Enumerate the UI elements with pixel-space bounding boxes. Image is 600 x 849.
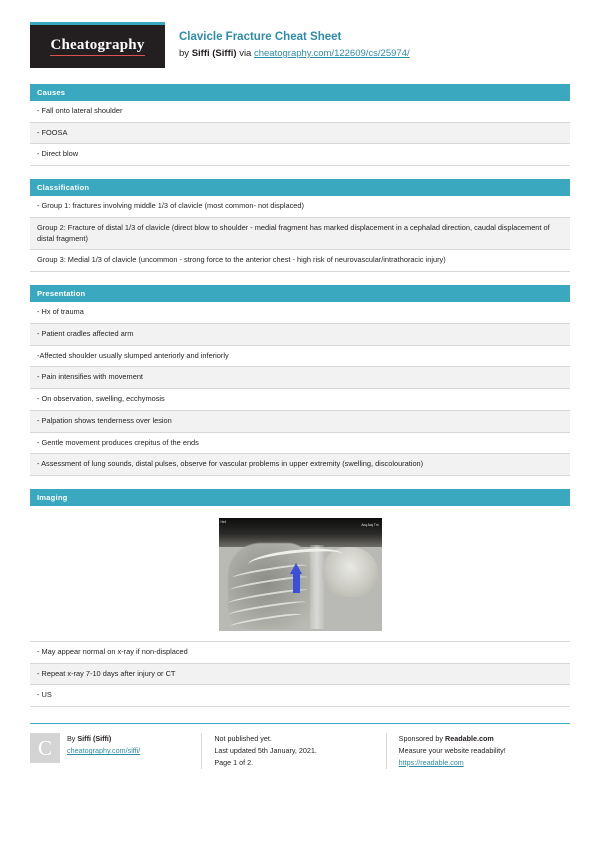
byline-source-link[interactable]: cheatography.com/122609/cs/25974/ (253, 47, 410, 59)
byline (179, 47, 410, 61)
sponsor-line (399, 733, 560, 745)
section-rows-imaging (30, 642, 570, 707)
section-rows-causes (30, 101, 570, 166)
footer-author-name: Siffi (Siffi) (77, 734, 112, 744)
sponsor-tagline: Measure your website readability! (398, 746, 506, 756)
footer-sponsor-block (386, 733, 570, 769)
footer-publish-block (201, 733, 385, 769)
list-item: -Affected shoulder usually slumped anteriorly and inferiorly (30, 346, 570, 368)
list-item: - Pain intensifies with movement (30, 367, 570, 389)
byline-author: Siffi (Siffi) (191, 47, 237, 59)
cheatography-logo[interactable] (30, 22, 165, 68)
header-text-block (165, 22, 410, 68)
list-item: - Repeat x-ray 7-10 days after injury or CT (30, 664, 570, 686)
footer-by-label: By (67, 734, 76, 744)
list-item: - Patient cradles affected arm (30, 324, 570, 346)
list-item: - Assessment of lung sounds, distal pulses, observe for vascular problems in upper extremity (swelling, discolouration) (30, 454, 570, 476)
last-updated: Last updated 5th January, 2021. (214, 746, 317, 756)
imaging-figure (30, 506, 570, 642)
list-item: - On observation, swelling, ecchymosis (30, 389, 570, 411)
list-item: Group 3: Medial 1/3 of clavicle (uncommon - strong force to the anterior chest - high risk of neurovascular/intrathoracic injury) (30, 250, 570, 272)
list-item: - Fall onto lateral shoulder (30, 101, 570, 123)
footer-author-line (67, 733, 140, 745)
logo-text: Cheatography (50, 37, 144, 57)
section-classification (30, 179, 570, 272)
byline-by-label: by (179, 47, 190, 59)
sponsor-name: Readable.com (445, 734, 494, 744)
section-presentation (30, 285, 570, 476)
list-item: - Hx of trauma (30, 302, 570, 324)
publish-status: Not published yet. (214, 734, 272, 744)
list-item: Group 2: Fracture of distal 1/3 of clavicle (direct blow to shoulder - medial fragment has marked displacement in a cephalad direction, caudal displacement of distal fragment) (30, 218, 570, 250)
list-item: - Group 1: fractures involving middle 1/3 of clavicle (most common- not displaced) (30, 196, 570, 218)
avatar: C (30, 733, 60, 763)
page-footer (30, 723, 570, 769)
xray-label-top-left: Hx4 (220, 520, 227, 525)
list-item: - FOOSA (30, 123, 570, 145)
section-rows-presentation (30, 302, 570, 476)
section-rows-classification (30, 196, 570, 272)
list-item: - Gentle movement produces crepitus of the ends (30, 433, 570, 455)
xray-image (219, 518, 382, 631)
section-imaging (30, 489, 570, 707)
section-title-classification: Classification (30, 179, 570, 196)
byline-via-label: via (239, 47, 252, 59)
sponsor-label: Sponsored by (398, 734, 444, 744)
list-item: - Palpation shows tenderness over lesion (30, 411, 570, 433)
footer-author-block (30, 733, 201, 769)
list-item: - May appear normal on x-ray if non-displaced (30, 642, 570, 664)
xray-background (219, 518, 382, 547)
page-number: Page 1 of 2. (214, 757, 254, 767)
section-title-presentation: Presentation (30, 285, 570, 302)
list-item: - Direct blow (30, 144, 570, 166)
xray-label-top-right: Acq Acq Tm (361, 523, 379, 528)
page-title: Clavicle Fracture Cheat Sheet (179, 30, 342, 43)
section-title-causes: Causes (30, 84, 570, 101)
page-header (30, 22, 570, 68)
footer-author-link[interactable]: cheatography.com/siffi/ (67, 746, 141, 756)
section-title-imaging: Imaging (30, 489, 570, 506)
list-item: - US (30, 685, 570, 707)
annotation-arrow-icon (290, 563, 303, 593)
section-causes (30, 84, 570, 166)
footer-author-text (67, 733, 140, 769)
sponsor-link[interactable]: https://readable.com (398, 757, 464, 767)
